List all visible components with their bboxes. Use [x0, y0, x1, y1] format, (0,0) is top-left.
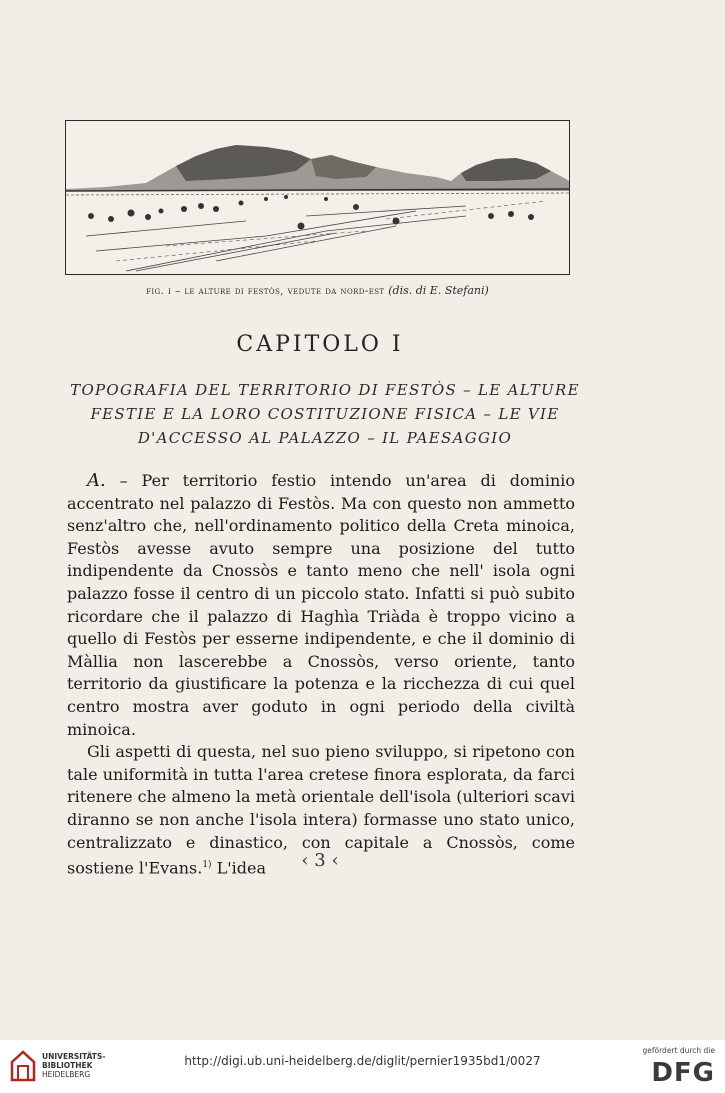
figure-caption	[65, 284, 570, 297]
dfg-logo: DFG	[651, 1058, 715, 1088]
paragraph-2-end: L'idea	[211, 858, 267, 878]
section-letter: A.	[87, 470, 106, 491]
chapter-subtitle: TOPOGRAFIA DEL TERRITORIO DI FESTÒS – LE ALTURE FESTIE E LA LORO COSTITUZIONE FISICA – LE VIE D'ACCESSO AL PALAZZO – IL PAESAGGIO	[70, 381, 580, 447]
footer-bar	[0, 1040, 725, 1093]
library-name-line3: HEIDELBERG	[42, 1070, 91, 1079]
landscape-illustration	[65, 120, 570, 275]
body-text	[67, 470, 575, 880]
figure-credit: (dis. di E. Stefani)	[388, 284, 489, 297]
library-name-line2: BIBLIOTHEK	[42, 1061, 93, 1070]
library-name-line1: UNIVERSITÄTS-	[42, 1052, 106, 1061]
paragraph-1-text: – Per territorio festio intendo un'area di dominio accentrato nel palazzo di Festòs. Ma con questo non ammetto senz'altro che, nell'ordinamento politico della Creta minoica, Festòs avesse avuto sempre una posizione del tutto indipendente da Cnossòs e tanto meno che nell' isola ogni palazzo fosse il centro di un piccolo stato. Infatti si può subito ricordare che il palazzo di Haghìa Triàda è troppo vicino a quello di Festòs per esserne indipendente, e che il dominio di Màllia non lascerebbe a Cnossòs, verso oriente, tanto territorio da giustificare la potenza e la ricchezza di cui quel centro mostra aver goduto in ogni periodo della civiltà minoica.	[67, 471, 575, 739]
dfg-label: gefördert durch die	[642, 1046, 715, 1055]
figure-caption-text: – le alture di festòs, vedute da nord-est	[171, 285, 389, 297]
paragraph-2-text: Gli aspetti di questa, nel suo pieno sviluppo, si ripetono con tale uniformità in tutta l'area cretese finora esplorata, da farci ritenere che almeno la metà orientale dell'isola (ulteriori scavi diranno se non anche l'isola intera) formasse uno stato unico, centralizzato e dinastico, con capitale a Cnossòs, come sostiene l'Evans.	[67, 742, 575, 878]
page-number: ‹ 3 ‹	[301, 850, 339, 871]
chapter-title: CAPITOLO I	[236, 332, 404, 357]
paragraph-1	[67, 470, 575, 741]
figure-label: fig. i	[146, 285, 172, 297]
footnote-mark: 1)	[202, 860, 212, 871]
source-url-link[interactable]: http://digi.ub.uni-heidelberg.de/diglit/pernier1935bd1/0027	[184, 1054, 541, 1068]
hills-drawing	[66, 121, 569, 274]
